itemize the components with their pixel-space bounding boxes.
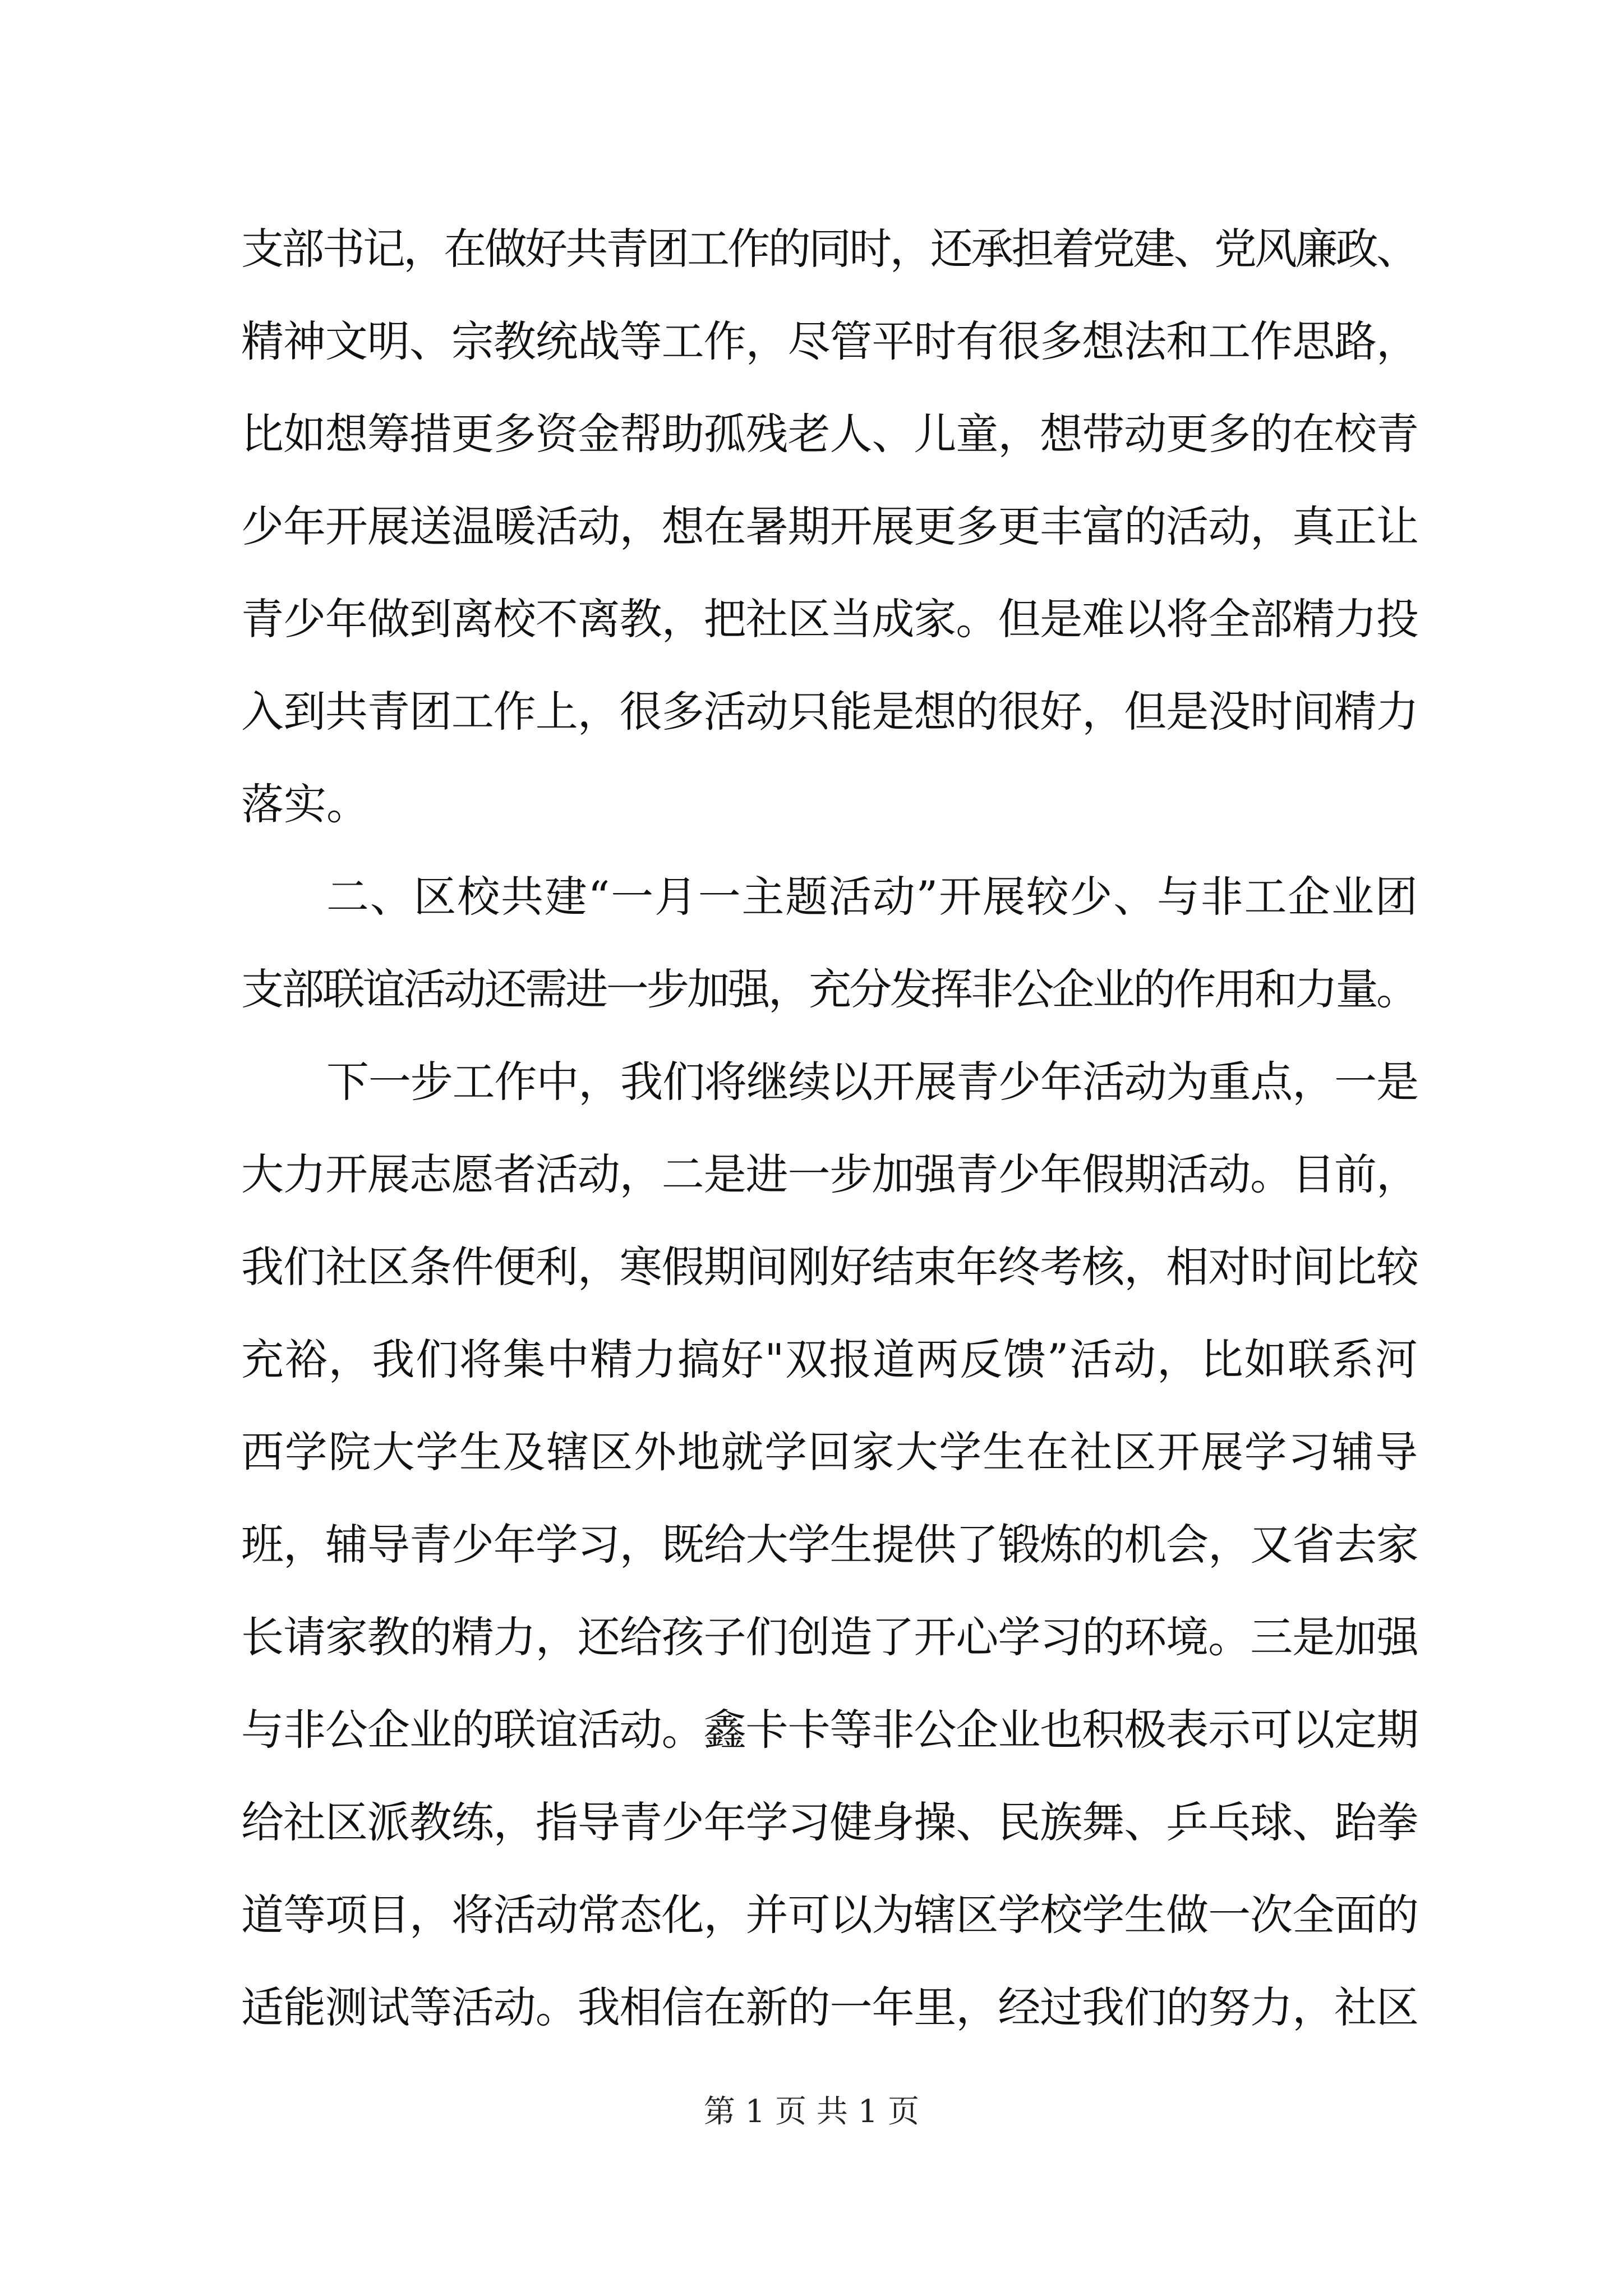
text-line: 适能测试等活动。我相信在新的一年里，经过我们的努力，社区 xyxy=(241,1982,1418,2032)
text-line: 入到共青团工作上，很多活动只能是想的很好，但是没时间精力 xyxy=(241,687,1418,737)
text-line: 大力开展志愿者活动，二是进一步加强青少年假期活动。目前， xyxy=(241,1149,1418,1199)
text-line: 比如想筹措更多资金帮助孤残老人、儿童，想带动更多的在校青 xyxy=(241,409,1418,459)
paragraph-start-line: 二、区校共建“一月一主题活动”开展较少、与非工企业团 xyxy=(326,872,1419,922)
text-line: 青少年做到离校不离教，把社区当成家。但是难以将全部精力投 xyxy=(241,594,1418,644)
text-line: 支部联谊活动还需进一步加强，充分发挥非公企业的作用和力量。 xyxy=(241,964,1417,1014)
text-line: 我们社区条件便利，寒假期间刚好结束年终考核，相对时间比较 xyxy=(241,1242,1418,1292)
page-number-footer: 第 1 页 共 1 页 xyxy=(703,2093,920,2130)
text-line: 充裕，我们将集中精力搞好"双报道两反馈”活动，比如联系河 xyxy=(241,1335,1419,1384)
text-line: 少年开展送温暖活动，想在暑期开展更多更丰富的活动，真正让 xyxy=(241,501,1418,551)
text-line: 精神文明、宗教统战等工作，尽管平时有很多想法和工作思路， xyxy=(241,316,1418,366)
text-line: 班，辅导青少年学习，既给大学生提供了锻炼的机会，又省去家 xyxy=(241,1520,1418,1570)
text-line: 西学院大学生及辖区外地就学回家大学生在社区开展学习辅导 xyxy=(241,1427,1419,1477)
text-line: 道等项目，将活动常态化，并可以为辖区学校学生做一次全面的 xyxy=(241,1890,1418,1940)
text-line: 与非公企业的联谊活动。鑫卡卡等非公企业也积极表示可以定期 xyxy=(241,1705,1418,1755)
text-line: 支部书记，在做好共青团工作的同时，还承担着党建、党风廉政、 xyxy=(241,224,1417,274)
text-line: 给社区派教练，指导青少年学习健身操、民族舞、乒乓球、跆拳 xyxy=(241,1797,1418,1847)
text-line: 长请家教的精力，还给孩子们创造了开心学习的环境。三是加强 xyxy=(241,1612,1418,1662)
paragraph-start-line: 下一步工作中，我们将继续以开展青少年活动为重点，一是 xyxy=(326,1057,1418,1107)
text-line: 落实。 xyxy=(241,779,369,829)
